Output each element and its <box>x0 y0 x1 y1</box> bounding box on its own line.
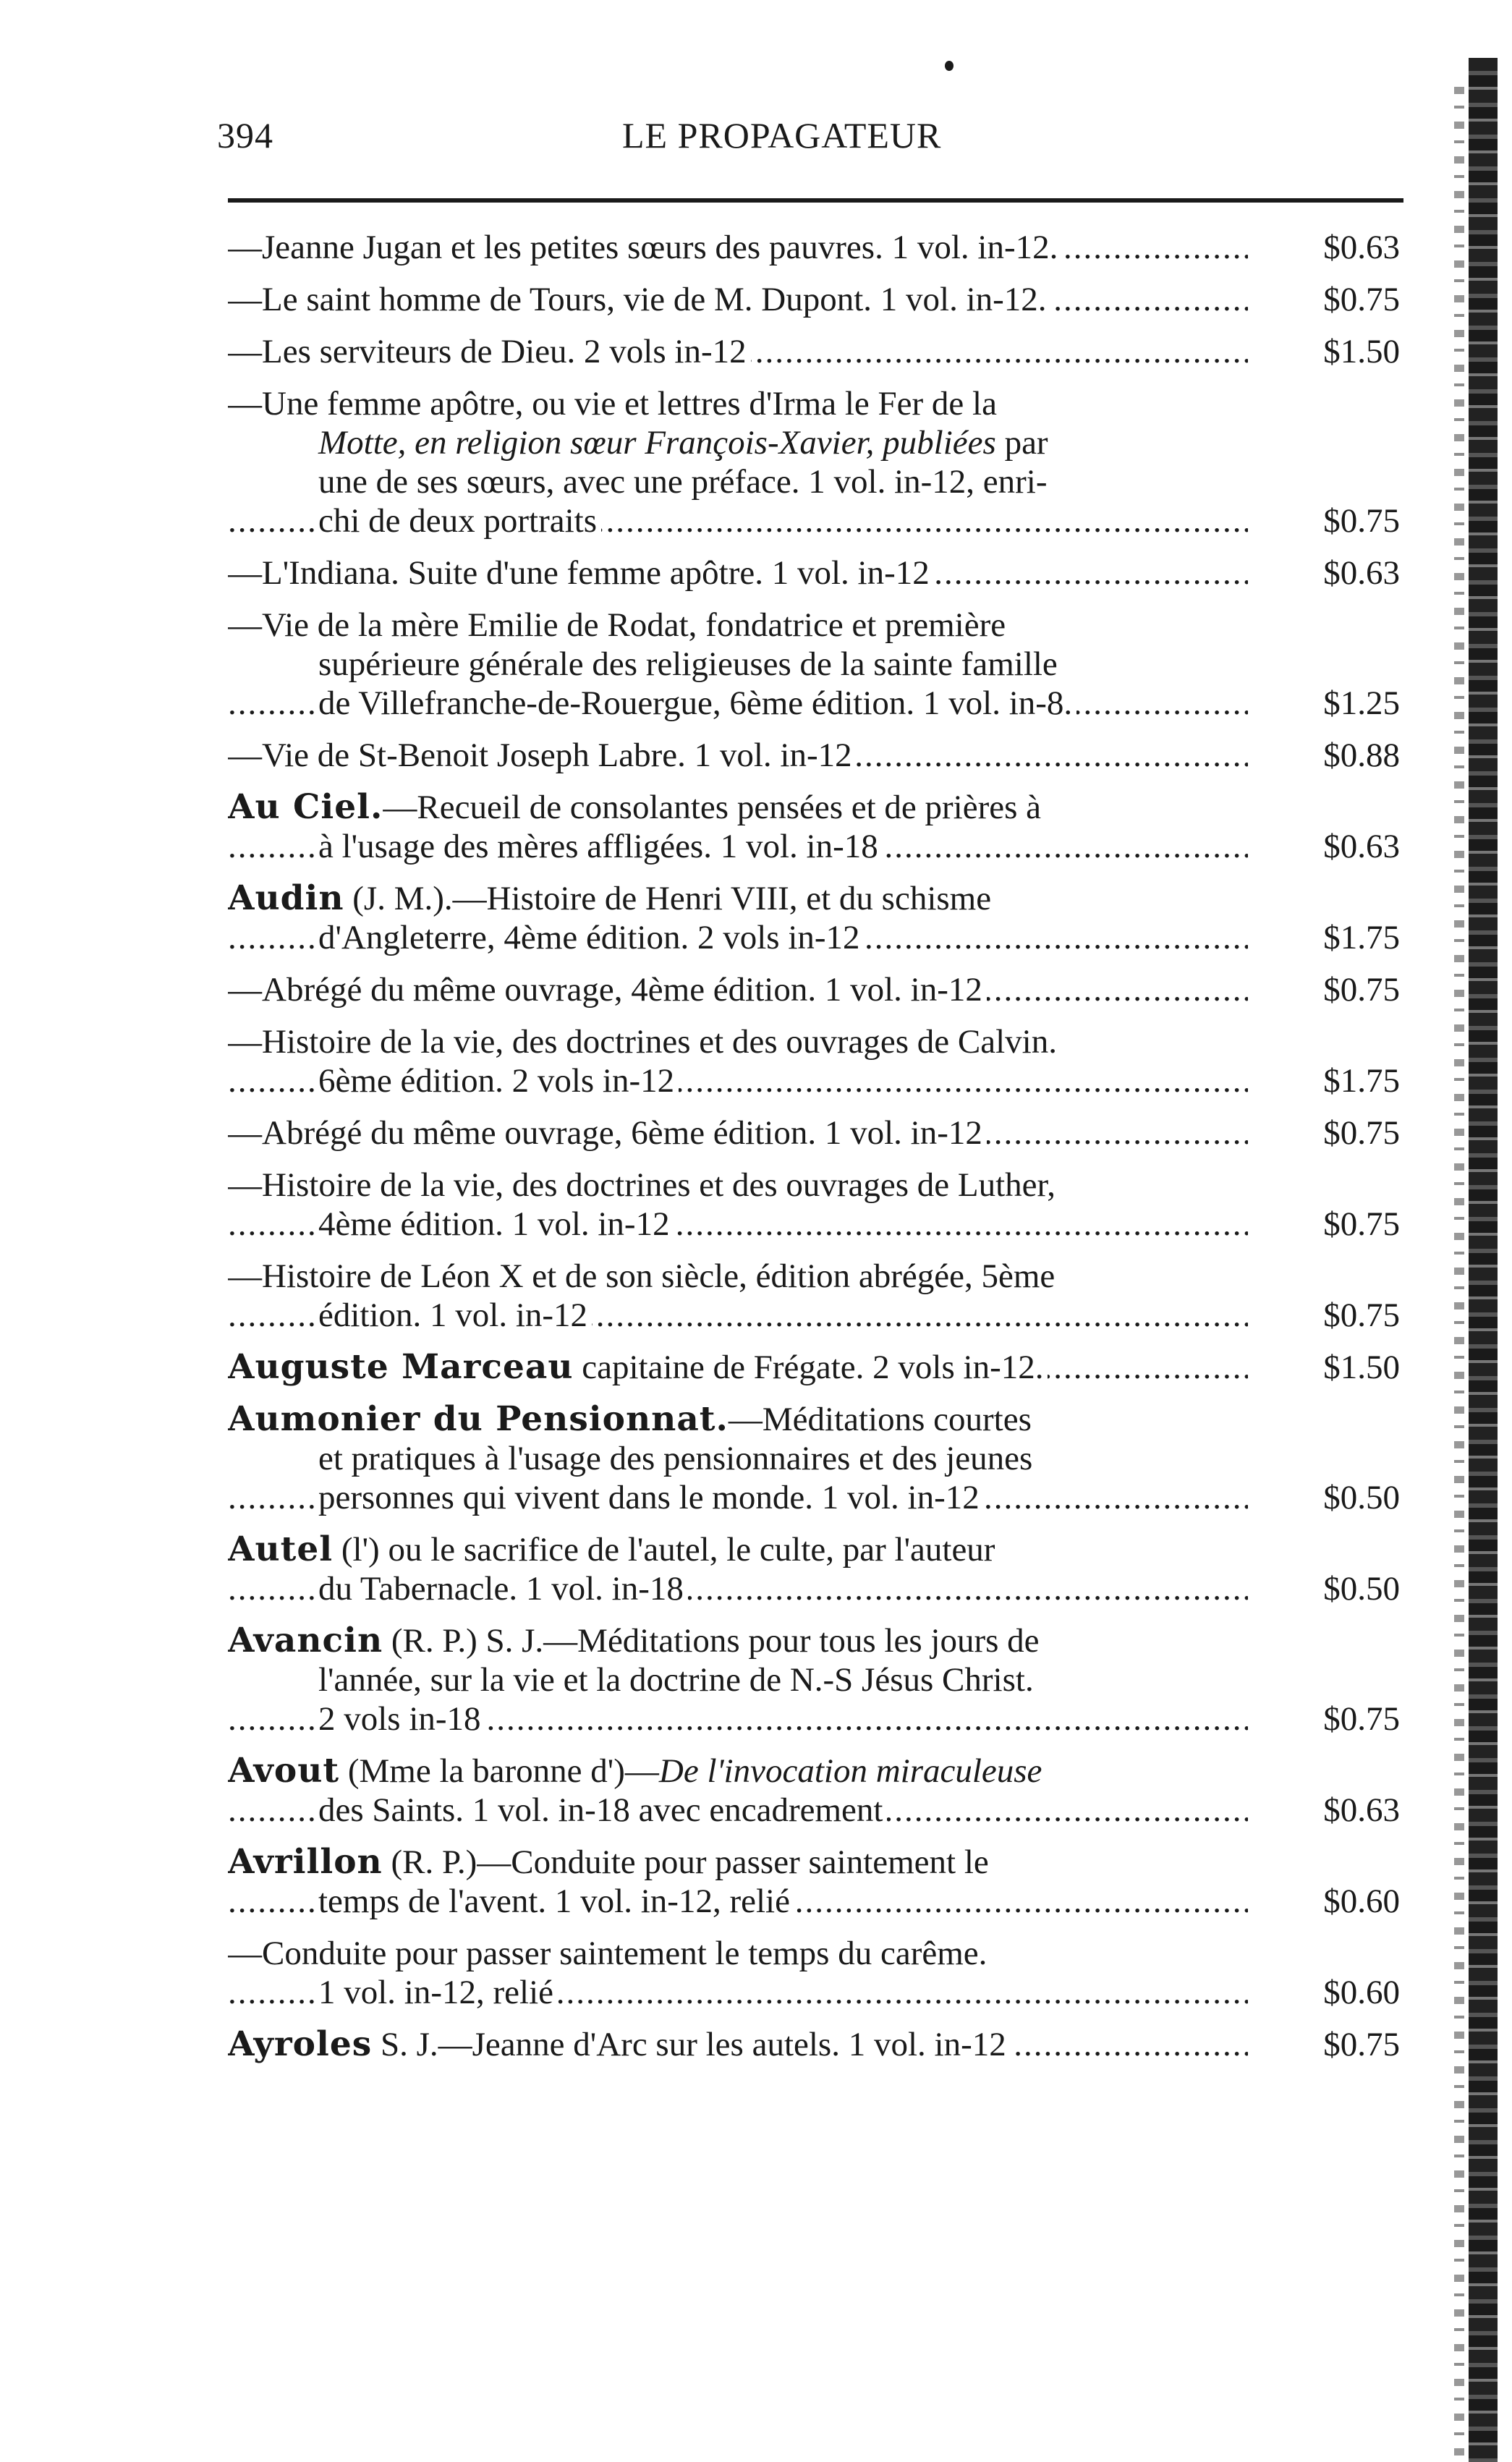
entry-line <box>228 1843 1400 1882</box>
price: $0.60 <box>1262 1882 1400 1921</box>
entry-line-text <box>228 737 857 774</box>
entry-text: (R. P.) S. J.—Méditations pour tous les jours de <box>383 1622 1040 1660</box>
price: $1.25 <box>1262 684 1400 723</box>
entry-line <box>228 736 1400 775</box>
catalog-entry <box>228 280 1400 319</box>
catalog-entry <box>228 1348 1400 1387</box>
entry-line <box>228 1791 1400 1830</box>
entry-line-text <box>318 1974 558 2011</box>
entry-line-text <box>228 606 1006 644</box>
entry-text: —Abrégé du même ouvrage, 6ème édition. 1 vol. in-12 <box>228 1114 982 1152</box>
entry-text: —Vie de la mère Emilie de Rodat, fondatrice et première <box>228 606 1006 644</box>
author-name: Autel <box>228 1530 334 1569</box>
entry-line <box>228 1061 1400 1100</box>
catalog-entry <box>228 1166 1400 1244</box>
entry-line <box>228 970 1400 1009</box>
italic-text: De l'invocation miraculeuse <box>658 1752 1042 1790</box>
entry-text: et pratiques à l'usage des pensionnaires et des jeunes <box>318 1440 1033 1477</box>
entry-line <box>228 501 1400 540</box>
entry-line <box>228 1530 1400 1569</box>
entry-line-text <box>318 1296 592 1334</box>
entry-line-text <box>318 645 1058 683</box>
entry-text: 2 vols in-18 <box>318 1700 481 1738</box>
ink-dot <box>945 61 954 71</box>
entry-text: d'Angleterre, 4ème édition. 2 vols in-12 <box>318 919 860 956</box>
entry-line-text <box>228 1114 987 1152</box>
entry-line <box>228 553 1400 593</box>
price: $0.75 <box>1262 501 1400 540</box>
price: $0.88 <box>1262 736 1400 775</box>
entry-text: —Vie de St-Benoit Joseph Labre. 1 vol. in-12 <box>228 737 852 774</box>
entry-text: capitaine de Frégate. 2 vols in-12. <box>573 1349 1044 1386</box>
catalog-entry <box>228 788 1400 866</box>
page-number: 394 <box>217 115 273 156</box>
entry-line <box>228 462 1400 501</box>
running-title: LE PROPAGATEUR <box>622 115 942 156</box>
entry-line <box>228 280 1400 319</box>
author-name: Avrillon <box>228 1843 383 1882</box>
entry-line-text <box>318 1570 688 1608</box>
entry-line-text <box>228 1401 1032 1438</box>
entry-line <box>228 1296 1400 1335</box>
page-header <box>217 114 1403 172</box>
entry-line <box>228 1699 1400 1739</box>
italic-text: Motte, en religion sœur François-Xavier, publiées <box>318 424 996 462</box>
catalog-entry <box>228 228 1400 267</box>
catalog-entry <box>228 1752 1400 1830</box>
entry-line <box>228 1973 1400 2012</box>
price: $0.63 <box>1262 1791 1400 1830</box>
entry-line <box>228 1439 1400 1478</box>
entry-line-text <box>228 281 1051 318</box>
entry-line-text <box>228 554 934 592</box>
entry-line-text <box>318 1062 679 1100</box>
entry-line-text <box>228 385 997 423</box>
catalog-entry <box>228 2025 1400 2064</box>
entry-text: supérieure générale des religieuses de la sainte famille <box>318 645 1058 683</box>
entry-text: de Villefranche-de-Rouergue, 6ème édition. 1 vol. in-8. <box>318 684 1073 722</box>
author-name: Ayroles <box>228 2025 373 2064</box>
entry-line <box>228 827 1400 866</box>
price: $0.75 <box>1262 1296 1400 1335</box>
entry-line <box>228 2025 1400 2064</box>
price: $0.50 <box>1262 1569 1400 1608</box>
entry-text: personnes qui vivent dans le monde. 1 vol. in-12 <box>318 1479 980 1516</box>
entry-line-text <box>318 919 865 956</box>
price: $0.63 <box>1262 553 1400 593</box>
catalog-entry <box>228 1621 1400 1739</box>
catalog-entry <box>228 970 1400 1009</box>
entry-line-text <box>318 1440 1032 1477</box>
catalog-entries <box>228 228 1400 2077</box>
entry-text: —Le saint homme de Tours, vie de M. Dupont. 1 vol. in-12. <box>228 281 1047 318</box>
entry-line <box>228 423 1400 462</box>
entry-text: l'année, sur la vie et la doctrine de N.-S Jésus Christ. <box>318 1661 1034 1699</box>
entry-line-text <box>318 502 601 540</box>
entry-line <box>228 1257 1400 1296</box>
catalog-entry <box>228 1530 1400 1608</box>
price: $1.75 <box>1262 1061 1400 1100</box>
author-name: Au Ciel. <box>228 788 383 827</box>
entry-text: —Une femme apôtre, ou vie et lettres d'Irma le Fer de la <box>228 385 997 423</box>
entry-line-text <box>228 1023 1057 1061</box>
entry-line <box>228 606 1400 645</box>
entry-line-text <box>228 1531 995 1569</box>
price: $0.63 <box>1262 228 1400 267</box>
entry-text: —Jeanne Jugan et les petites sœurs des pauvres. 1 vol. in-12. <box>228 229 1058 266</box>
entry-line <box>228 1478 1400 1517</box>
entry-text: des Saints. 1 vol. in-18 avec encadrement <box>318 1791 883 1829</box>
entry-line-text <box>318 1661 1034 1699</box>
catalog-entry <box>228 332 1400 371</box>
entry-line-text <box>228 1843 989 1881</box>
entry-line <box>228 1400 1400 1439</box>
entry-text: (Mme la baronne d')— <box>339 1752 659 1790</box>
price: $0.75 <box>1262 2025 1400 2064</box>
entry-line <box>228 1660 1400 1699</box>
entry-line-text <box>228 333 751 370</box>
entry-line <box>228 1205 1400 1244</box>
entry-text: —Méditations courtes <box>728 1401 1032 1438</box>
entry-line-text <box>228 971 987 1009</box>
entry-text: du Tabernacle. 1 vol. in-18 <box>318 1570 684 1608</box>
entry-line-text <box>228 1166 1056 1204</box>
entry-line-text <box>228 1349 1048 1386</box>
price: $1.75 <box>1262 918 1400 957</box>
entry-text: une de ses sœurs, avec une préface. 1 vol. in-12, enri- <box>318 463 1048 501</box>
entry-line-text <box>318 1479 984 1516</box>
entry-line <box>228 1882 1400 1921</box>
entry-line <box>228 1621 1400 1660</box>
catalog-entry <box>228 879 1400 957</box>
entry-line <box>228 1752 1400 1791</box>
entry-line <box>228 684 1400 723</box>
entry-line-text <box>318 1882 794 1920</box>
author-name: Audin <box>228 879 344 918</box>
entry-text: —Recueil de consolantes pensées et de prières à <box>383 789 1042 826</box>
entry-text: —Histoire de la vie, des doctrines et des ouvrages de Luther, <box>228 1166 1056 1204</box>
catalog-entry <box>228 606 1400 723</box>
price: $0.75 <box>1262 970 1400 1009</box>
entry-line <box>228 1166 1400 1205</box>
entry-line-text <box>318 1205 674 1243</box>
entry-line-text <box>228 789 1041 826</box>
entry-line <box>228 1934 1400 1973</box>
catalog-entry <box>228 384 1400 540</box>
entry-line-text <box>228 1257 1055 1295</box>
entry-line-text <box>318 463 1048 501</box>
entry-text: par <box>995 424 1048 462</box>
entry-line <box>228 228 1400 267</box>
entry-line-text <box>318 828 883 865</box>
price: $0.75 <box>1262 280 1400 319</box>
entry-text: —L'Indiana. Suite d'une femme apôtre. 1 vol. in-12 <box>228 554 930 592</box>
entry-line-text <box>228 1935 987 1972</box>
entry-line-text <box>228 880 991 917</box>
entry-text: 6ème édition. 2 vols in-12 <box>318 1062 675 1100</box>
header-rule <box>228 198 1403 203</box>
entry-text: édition. 1 vol. in-12 <box>318 1296 588 1334</box>
entry-text: chi de deux portraits <box>318 502 598 540</box>
entry-text: 4ème édition. 1 vol. in-12 <box>318 1205 670 1243</box>
price: $0.75 <box>1262 1205 1400 1244</box>
entry-line-text <box>228 229 1062 266</box>
author-name: Avout <box>228 1752 340 1791</box>
author-name: Avancin <box>228 1621 383 1660</box>
entry-line <box>228 879 1400 918</box>
price: $0.50 <box>1262 1478 1400 1517</box>
price: $0.75 <box>1262 1699 1400 1739</box>
catalog-entry <box>228 1400 1400 1517</box>
page-edge-shadow <box>1454 87 1464 2460</box>
entry-line-text <box>318 1700 485 1738</box>
entry-text: à l'usage des mères affligées. 1 vol. in-18 <box>318 828 878 865</box>
entry-text: —Histoire de Léon X et de son siècle, édition abrégée, 5ème <box>228 1257 1056 1295</box>
entry-line <box>228 1113 1400 1153</box>
entry-text: temps de l'avent. 1 vol. in-12, relié <box>318 1882 790 1920</box>
entry-text: S. J.—Jeanne d'Arc sur les autels. 1 vol. in-12 <box>372 2026 1006 2063</box>
entry-line <box>228 1348 1400 1387</box>
entry-line-text <box>318 424 1048 462</box>
catalog-entry <box>228 736 1400 775</box>
page-edge-binding <box>1469 58 1498 2462</box>
entry-text: (l') ou le sacrifice de l'autel, le culte, par l'auteur <box>333 1531 995 1569</box>
catalog-entry <box>228 1843 1400 1921</box>
price: $1.50 <box>1262 332 1400 371</box>
entry-line <box>228 918 1400 957</box>
price: $0.75 <box>1262 1113 1400 1153</box>
entry-line-text <box>318 1791 887 1829</box>
catalog-entry <box>228 1934 1400 2012</box>
entry-line-text <box>228 1752 1042 1790</box>
entry-text: —Abrégé du même ouvrage, 4ème édition. 1 vol. in-12 <box>228 971 982 1009</box>
entry-line <box>228 1022 1400 1061</box>
catalog-entry <box>228 553 1400 593</box>
catalog-entry <box>228 1257 1400 1335</box>
price: $0.60 <box>1262 1973 1400 2012</box>
entry-line-text <box>318 684 1076 722</box>
entry-text: (R. P.)—Conduite pour passer saintement le <box>382 1843 989 1881</box>
entry-line <box>228 332 1400 371</box>
entry-text: —Histoire de la vie, des doctrines et des ouvrages de Calvin. <box>228 1023 1057 1061</box>
entry-line <box>228 1569 1400 1608</box>
entry-text: 1 vol. in-12, relié <box>318 1974 554 2011</box>
author-name: Auguste Marceau <box>228 1348 574 1387</box>
catalog-entry <box>228 1022 1400 1100</box>
entry-text: —Conduite pour passer saintement le temps du carême. <box>228 1935 988 1972</box>
entry-text: —Les serviteurs de Dieu. 2 vols in-12 <box>228 333 747 370</box>
entry-line-text <box>228 1622 1040 1660</box>
catalog-entry <box>228 1113 1400 1153</box>
price: $1.50 <box>1262 1348 1400 1387</box>
entry-text: (J. M.).—Histoire de Henri VIII, et du schisme <box>344 880 992 917</box>
entry-line <box>228 645 1400 684</box>
author-name: Aumonier du Pensionnat. <box>228 1400 729 1439</box>
entry-line <box>228 788 1400 827</box>
price: $0.63 <box>1262 827 1400 866</box>
entry-line-text <box>228 2026 1011 2063</box>
entry-line <box>228 384 1400 423</box>
